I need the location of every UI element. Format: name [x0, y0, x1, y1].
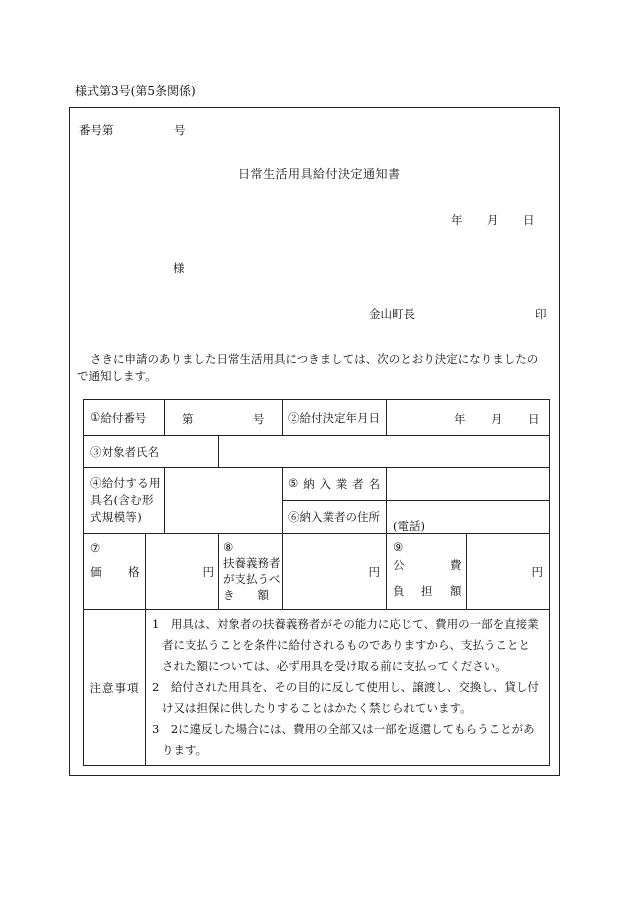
- note-3-line-2: ります。: [162, 743, 208, 757]
- document-title: 日常生活用具給付決定通知書: [238, 167, 401, 181]
- label-supplier-name-text: ⑤ 納 入 業 者 名: [288, 476, 380, 491]
- public-char-5: 額: [450, 584, 462, 598]
- date-month: 月: [487, 213, 499, 227]
- addressee-suffix: 様: [173, 261, 185, 275]
- intro-line-1: さきに申請のありました日常生活用具につきましては、次のとおり決定になりましたの: [90, 352, 539, 366]
- form-id: 様式第3号(第5条関係): [75, 84, 196, 98]
- price-char-1: 価: [90, 565, 102, 579]
- label-equipment-name: [84, 468, 165, 534]
- equip-line-3: 式規模等): [90, 510, 142, 524]
- label-supplier-name: [283, 468, 387, 501]
- price-char-2: 格: [128, 565, 140, 579]
- issuer-name: 金山町長: [369, 307, 415, 321]
- public-num: ⑨: [393, 540, 404, 554]
- guardian-yen: 円: [368, 565, 380, 579]
- equip-line-1: ④給付する用: [90, 476, 161, 490]
- label-public-cost: [387, 534, 467, 610]
- public-char-4: 担: [421, 584, 433, 598]
- equip-line-2: 具名(含む形: [90, 493, 154, 507]
- guardian-line-2: が支払うべ: [223, 572, 281, 586]
- public-char-2: 費: [450, 558, 462, 572]
- value-public-cost[interactable]: [467, 534, 550, 610]
- decision-day: 日: [528, 412, 540, 426]
- label-decision-date: ②給付決定年月日: [283, 400, 387, 436]
- note-2-line-1: 2 給付された用具を、その目的に反して使用し、譲渡し、交換し、貸し付: [152, 680, 539, 694]
- dai-text: 第: [182, 412, 194, 426]
- go-text: 号: [253, 412, 265, 426]
- note-1-line-2: 者に支払うことを条件に給付されるものでありますから、支払うことと: [162, 638, 530, 652]
- decision-year: 年: [454, 412, 466, 426]
- price-num: ⑦: [90, 541, 101, 555]
- note-3-line-1: 3 2に違反した場合には、費用の全部又は一部を返還してもらうことがあ: [152, 722, 535, 736]
- value-price[interactable]: [146, 534, 219, 610]
- date-year: 年: [451, 213, 463, 227]
- label-benefit-number-text: ① 給 付 番 号: [90, 409, 147, 425]
- guardian-line-3: き 額: [223, 588, 269, 602]
- public-char-1: 公: [393, 558, 405, 572]
- label-notes: 注意事項: [84, 610, 146, 766]
- note-1-line-1: 1 用具は、対象者の扶養義務者がその能力に応じて、費用の一部を直接業: [152, 617, 539, 631]
- value-supplier-address[interactable]: [387, 501, 550, 534]
- label-guardian-payment: [219, 534, 283, 610]
- public-yen: 円: [531, 565, 543, 579]
- application-table: [83, 399, 550, 766]
- number-suffix: 号: [174, 123, 186, 137]
- date-day: 日: [523, 213, 535, 227]
- label-price: [84, 534, 146, 610]
- guardian-num: ⑧: [223, 540, 234, 554]
- public-char-3: 負: [393, 584, 405, 598]
- note-2-line-2: け又は担保に供したりすることはかたく禁じられています。: [162, 701, 472, 715]
- value-decision-date[interactable]: [387, 400, 550, 436]
- form-frame: [69, 107, 560, 776]
- note-1-line-3: された額については、必ず用具を受け取る前に支払ってください。: [162, 659, 507, 673]
- notes-body: [146, 610, 550, 766]
- price-yen: 円: [202, 565, 214, 579]
- number-prefix: 番号第: [79, 123, 114, 137]
- label-benefit-number: [84, 400, 165, 436]
- label-recipient-name: ③対象者氏名: [84, 436, 219, 468]
- decision-month: 月: [491, 412, 503, 426]
- value-recipient-name[interactable]: [219, 436, 550, 468]
- value-benefit-number[interactable]: [165, 400, 283, 436]
- guardian-line-1: 扶養義務者: [223, 556, 281, 570]
- label-supplier-address: ⑥納入業者の住所: [283, 501, 387, 534]
- value-equipment-name[interactable]: [165, 468, 283, 534]
- phone-label: (電話): [393, 519, 425, 533]
- value-guardian-payment[interactable]: [283, 534, 387, 610]
- intro-line-2: で通知します。: [77, 369, 157, 383]
- issuer-seal: 印: [535, 307, 547, 321]
- value-supplier-name[interactable]: [387, 468, 550, 501]
